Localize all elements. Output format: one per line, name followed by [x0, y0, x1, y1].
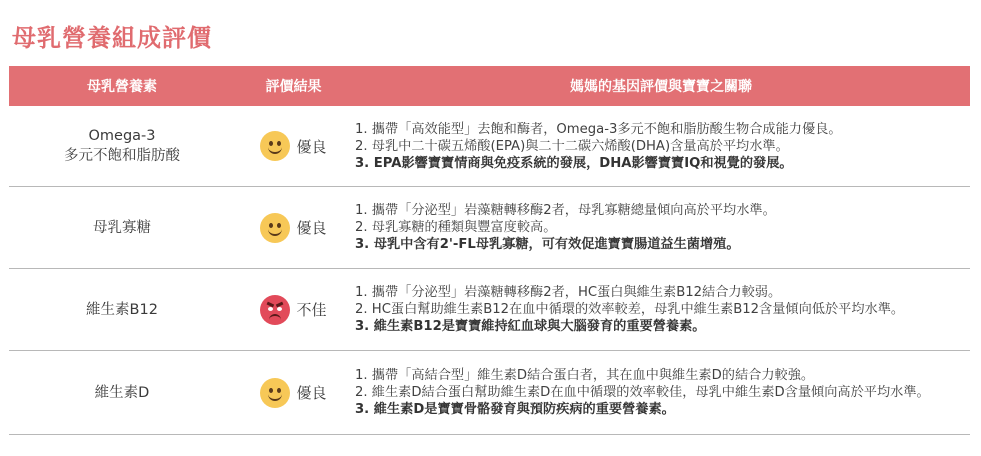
- nutrient-name: [9, 300, 235, 320]
- nutrient-name-line: 維生素B12: [86, 301, 158, 318]
- header-nutrient: 母乳營養素: [87, 79, 157, 95]
- table-row-oligosaccharide: [9, 187, 970, 269]
- note-line: 2. HC蛋白幫助維生素B12在血中循環的效率較差，母乳中維生素B12含量傾向低於平均水準。: [355, 302, 905, 317]
- table-header: [9, 66, 970, 106]
- header-genetic-relation: 媽媽的基因評價與寶寶之關聯: [570, 79, 752, 95]
- note-line-emphasis: 3. EPA影響寶寶情商與免疫系統的發展，DHA影響寶寶IQ和視覺的發展。: [355, 155, 793, 171]
- nutrient-name-line: 母乳寡糖: [93, 219, 151, 236]
- rating-cell: [235, 213, 352, 243]
- smiley-face-icon: [260, 213, 290, 243]
- nutrient-name-line: 維生素D: [94, 384, 150, 401]
- nutrient-name-line: Omega-3: [88, 128, 156, 144]
- rating-cell: [235, 295, 352, 325]
- nutrient-name-line: 多元不飽和脂肪酸: [64, 148, 180, 164]
- header-rating: 評價結果: [265, 79, 322, 95]
- angry-face-icon: [260, 295, 290, 325]
- rating-label: 優良: [296, 219, 327, 237]
- notes-cell: [352, 202, 970, 253]
- nutrient-name: [9, 383, 235, 403]
- note-line-emphasis: 3. 維生素D是寶寶骨骼發育與預防疾病的重要營養素。: [355, 402, 675, 417]
- rating-cell: [235, 378, 352, 408]
- table-row-b12: [9, 269, 970, 351]
- nutrient-table: [9, 66, 970, 435]
- notes-cell: [352, 367, 970, 418]
- table-row-omega3: [9, 106, 970, 187]
- rating-label: 優良: [296, 137, 327, 156]
- page-title: 母乳營養組成評價: [12, 24, 212, 52]
- nutrient-name: [9, 126, 235, 166]
- note-line: 1. 攜帶「高效能型」去飽和酶者，Omega-3多元不飽和脂肪酸生物合成能力優良。: [355, 121, 842, 137]
- note-line-emphasis: 3. 母乳中含有2'-FL母乳寡糖，可有效促進寶寶腸道益生菌增殖。: [355, 237, 740, 252]
- note-line: 2. 母乳寡糖的種類與豐富度較高。: [355, 220, 557, 235]
- rating-label: 不佳: [296, 301, 327, 319]
- note-line: 1. 攜帶「高結合型」維生素D結合蛋白者，其在血中與維生素D的結合力較強。: [355, 368, 815, 383]
- note-line: 1. 攜帶「分泌型」岩藻糖轉移酶2者，母乳寡糖總量傾向高於平均水準。: [355, 203, 776, 218]
- table-row-vitamin-d: [9, 351, 970, 435]
- rating-label: 優良: [296, 384, 327, 402]
- rating-cell: [235, 131, 352, 161]
- note-line: 1. 攜帶「分泌型」岩藻糖轉移酶2者，HC蛋白與維生素B12結合力較弱。: [355, 285, 782, 300]
- nutrient-name: [9, 218, 235, 238]
- note-line: 2. 維生素D結合蛋白幫助維生素D在血中循環的效率較佳，母乳中維生素D含量傾向高於平均水準。: [355, 385, 930, 400]
- smiley-face-icon: [260, 131, 290, 161]
- note-line-emphasis: 3. 維生素B12是寶寶維持紅血球與大腦發育的重要營養素。: [355, 319, 706, 334]
- notes-cell: [352, 284, 970, 335]
- notes-cell: [352, 121, 970, 172]
- note-line: 2. 母乳中二十碳五烯酸(EPA)與二十二碳六烯酸(DHA)含量高於平均水準。: [355, 138, 789, 154]
- smiley-face-icon: [260, 378, 290, 408]
